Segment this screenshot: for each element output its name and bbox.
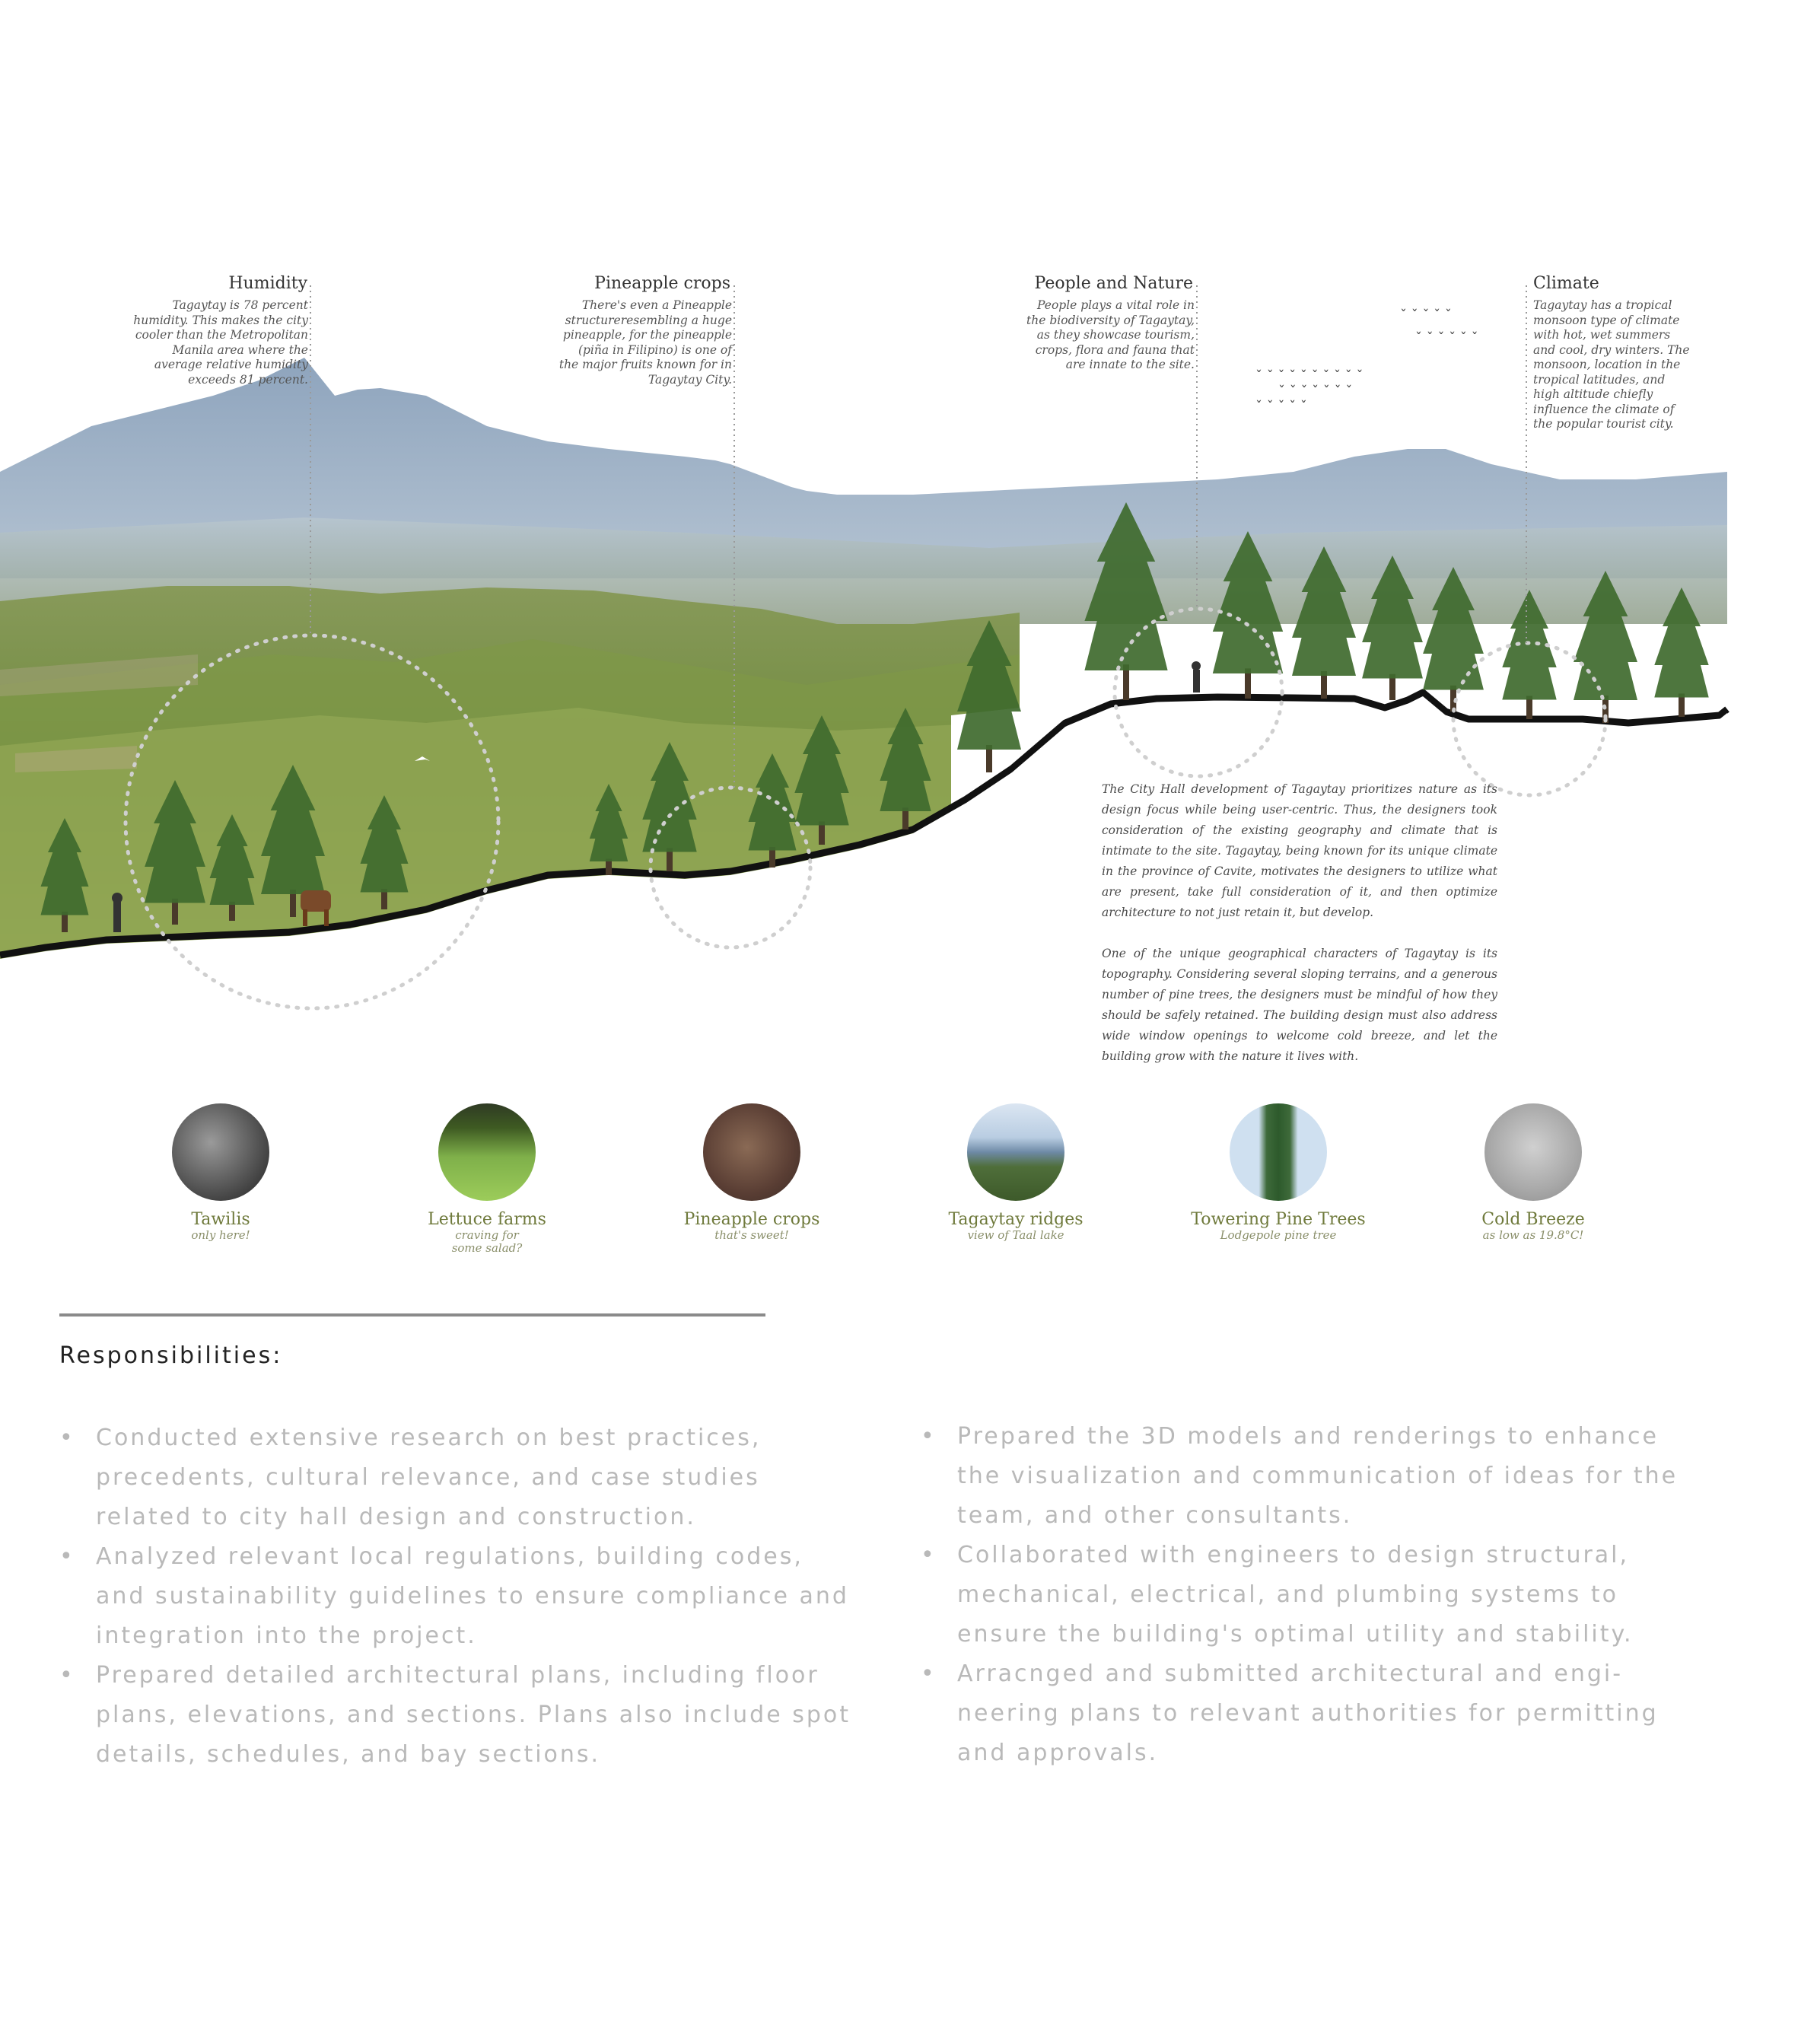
mountain-range <box>0 358 1727 624</box>
feature-subtitle: only here! <box>191 1228 250 1242</box>
fish-photo-icon <box>172 1103 269 1201</box>
feature-title: Tawilis <box>191 1210 250 1229</box>
feature-title: Tagaytay ridges <box>948 1210 1084 1229</box>
feature-tawilis <box>129 1103 312 1242</box>
list-item: • Analyzed relevant local regulations, building codes, and sustainability guidelines to ensure compliance and integration into the project. <box>59 1537 851 1656</box>
list-item: • Prepared the 3D models and renderings to enhance the visualization and communication of ideas for the team, and other consultants. <box>921 1417 1697 1536</box>
pineapple-photo-icon <box>703 1103 800 1201</box>
list-item: • Conducted extensive research on best practices, precedents, cultural relevance, and case studies related to city hall design and construction. <box>59 1418 851 1537</box>
feature-cold-breeze <box>1442 1103 1624 1242</box>
birds <box>1255 307 1478 415</box>
callout-pineapple-body: There's even a Pineapple structureresembling a huge pineapple, for the pineapple (piña in Filipino) is one of the major fruits known for in Tagaytay City. <box>558 298 732 387</box>
lettuce-photo-icon <box>438 1103 536 1201</box>
feature-tagaytay-ridges <box>924 1103 1107 1242</box>
list-item: • Collaborated with engineers to design structural, mechanical, electrical, and plumbing systems to ensure the building's optimal utility and stability. <box>921 1536 1697 1654</box>
feature-subtitle: that's sweet! <box>714 1228 789 1242</box>
responsibilities-list-left <box>59 1418 851 1775</box>
feature-title: Pineapple crops <box>683 1210 820 1229</box>
fog-photo-icon <box>1484 1103 1582 1201</box>
pine-photo-icon <box>1230 1103 1327 1201</box>
list-item: • Prepared detailed architectural plans, including floor plans, elevations, and sections. Plans also include spot details, schedules, and bay sections. <box>59 1656 851 1775</box>
responsibilities-list-right <box>921 1417 1697 1773</box>
svg-text:ˇ ˇ ˇ ˇ ˇ ˇ ˇ ˇ ˇ ˇ: ˇ ˇ ˇ ˇ ˇ ˇ ˇ ˇ ˇ ˇ <box>1255 368 1364 384</box>
feature-subtitle: Lodgepole pine tree <box>1220 1228 1337 1242</box>
callout-pineapple-title: Pineapple crops <box>594 274 730 293</box>
feature-title: Towering Pine Trees <box>1191 1210 1366 1229</box>
callout-humidity-title: Humidity <box>228 274 307 293</box>
responsibilities-heading: Responsibilities: <box>59 1342 283 1369</box>
description-paragraph-1: The City Hall development of Tagaytay prioritizes nature as its design focus while being user-centric. Thus, the designers took consideration of the existing geography and climate that is intimate to the site. Tagaytay, being known for its unique climate in the province of Cavite, motivates the designers to utilize what are present, take full consideration of it, and then optimize architecture to not just retain it, but develop. <box>1102 782 1497 919</box>
feature-pineapple-crops <box>660 1103 843 1242</box>
svg-text:ˇ ˇ ˇ ˇ ˇ ˇ: ˇ ˇ ˇ ˇ ˇ ˇ <box>1415 330 1478 346</box>
callout-climate-body: Tagaytay has a tropical monsoon type of climate with hot, wet summers and cool, dry winters. The monsoon, location in the tropical latitudes, and high altitude chiefly influence the climate of the popular tourist city. <box>1533 298 1690 431</box>
ridge-photo-icon <box>967 1103 1064 1201</box>
callout-humidity-body: Tagaytay is 78 percent humidity. This makes the city cooler than the Metropolitan Manila area where the average relative humidity exceeds 81 percent. <box>133 298 308 387</box>
feature-subtitle: as low as 19.8°C! <box>1482 1228 1584 1242</box>
callout-people-body: People plays a vital role in the biodiversity of Tagaytay, as they showcase tourism, crops, flora and fauna that are innate to the site. <box>1026 298 1195 371</box>
callout-people-title: People and Nature <box>1034 274 1193 293</box>
svg-text:ˇ ˇ ˇ ˇ ˇ ˇ ˇ: ˇ ˇ ˇ ˇ ˇ ˇ ˇ <box>1278 384 1353 400</box>
description-paragraph-2: One of the unique geographical characters of Tagaytay is its topography. Considering several sloping terrains, and a generous number of pine trees, the designers must be mindful of how they should be safely retained. The building design must also address wide window openings to welcome cold breeze, and let the building grow with the nature it lives with. <box>1102 947 1497 1063</box>
feature-towering-pine-trees <box>1187 1103 1370 1242</box>
svg-text:ˇ ˇ ˇ ˇ ˇ: ˇ ˇ ˇ ˇ ˇ <box>1400 307 1452 323</box>
feature-subtitle: craving for some salad? <box>451 1228 523 1255</box>
callout-climate-title: Climate <box>1533 274 1599 293</box>
feature-lettuce-farms <box>396 1103 578 1255</box>
section-divider <box>59 1313 765 1317</box>
svg-text:ˇ ˇ ˇ ˇ ˇ: ˇ ˇ ˇ ˇ ˇ <box>1255 399 1307 415</box>
feature-subtitle: view of Taal lake <box>967 1228 1064 1242</box>
list-item: • Arracnged and submitted architectural and engi-neering plans to relevant authorities for permitting and approvals. <box>921 1654 1697 1773</box>
feature-title: Cold Breeze <box>1481 1210 1585 1229</box>
feature-title: Lettuce farms <box>428 1210 546 1229</box>
